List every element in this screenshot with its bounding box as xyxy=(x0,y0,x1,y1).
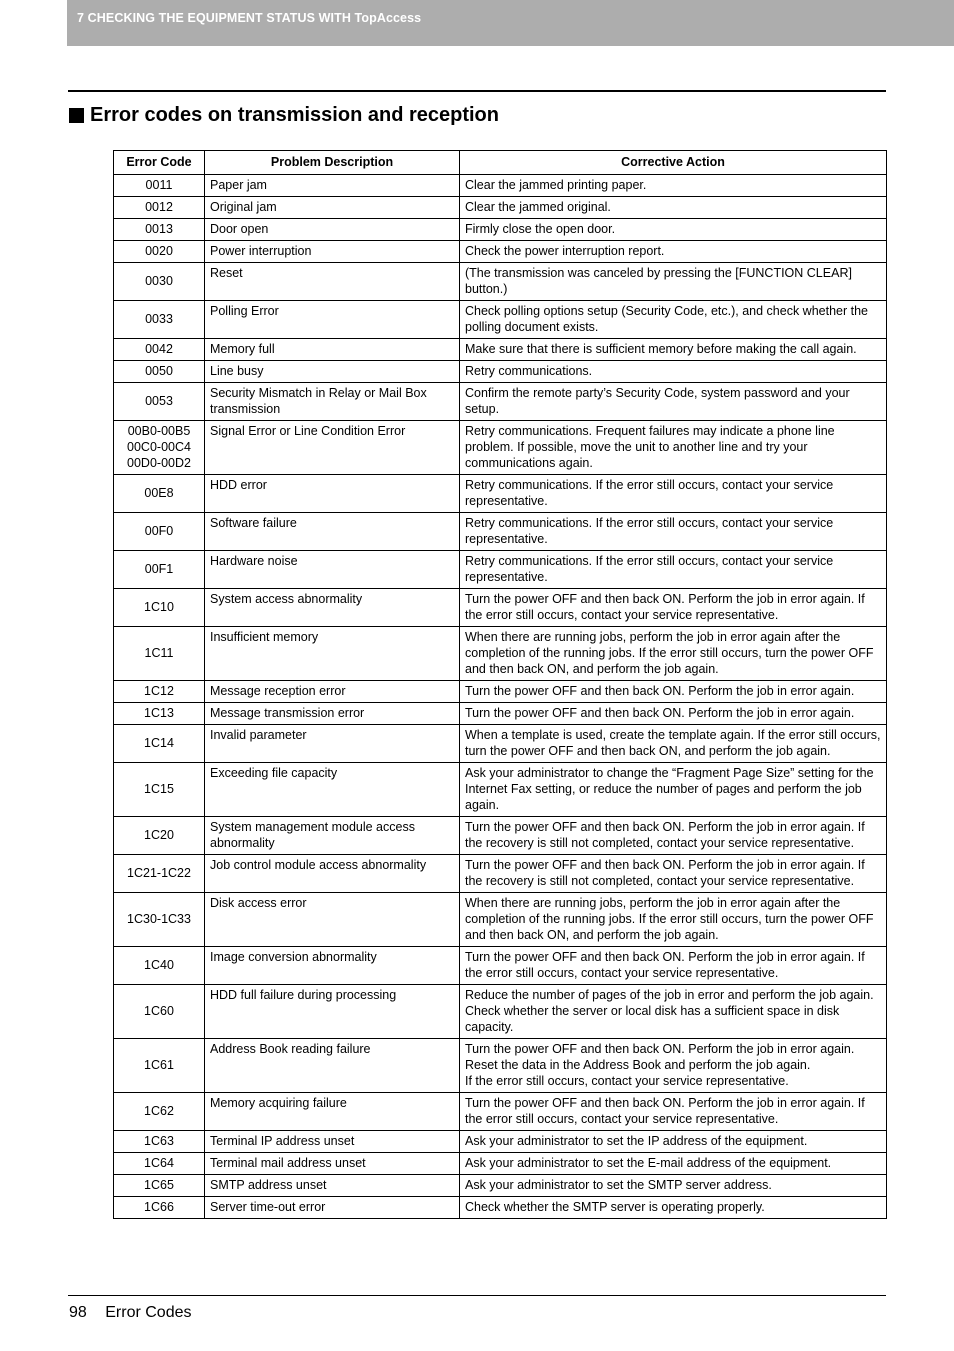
table-row xyxy=(114,175,887,197)
table-row xyxy=(114,197,887,219)
error-code-cell: 1C11 xyxy=(114,627,205,681)
error-code-cell: 1C10 xyxy=(114,589,205,627)
problem-description-cell: Security Mismatch in Relay or Mail Box transmission xyxy=(205,383,460,421)
table-row xyxy=(114,763,887,817)
error-code-cell: 1C63 xyxy=(114,1131,205,1153)
corrective-action-cell: Ask your administrator to set the SMTP server address. xyxy=(460,1175,887,1197)
title-rule xyxy=(68,90,886,92)
corrective-action-cell: Retry communications. If the error still occurs, contact your service representative. xyxy=(460,475,887,513)
table-row xyxy=(114,551,887,589)
error-code-cell: 1C12 xyxy=(114,681,205,703)
column-header-problem-description: Problem Description xyxy=(205,151,460,175)
table-row xyxy=(114,947,887,985)
footer-section-name: Error Codes xyxy=(105,1304,192,1321)
error-code-cell: 1C40 xyxy=(114,947,205,985)
problem-description-cell: Server time-out error xyxy=(205,1197,460,1219)
section-title-text: Error codes on transmission and reception xyxy=(90,104,499,126)
error-code-cell: 0053 xyxy=(114,383,205,421)
corrective-action-cell: Ask your administrator to change the “Fragment Page Size” setting for the Internet Fax setting, or reduce the number of pages and perform the job again. xyxy=(460,763,887,817)
corrective-action-cell: Check whether the SMTP server is operating properly. xyxy=(460,1197,887,1219)
problem-description-cell: Image conversion abnormality xyxy=(205,947,460,985)
table-row xyxy=(114,703,887,725)
error-code-cell: 0030 xyxy=(114,263,205,301)
table-row xyxy=(114,361,887,383)
error-code-cell: 1C62 xyxy=(114,1093,205,1131)
table-header-row xyxy=(114,151,887,175)
error-codes-table xyxy=(113,150,887,1219)
corrective-action-cell: Clear the jammed printing paper. xyxy=(460,175,887,197)
error-code-cell: 1C30-1C33 xyxy=(114,893,205,947)
error-code-cell: 1C66 xyxy=(114,1197,205,1219)
problem-description-cell: System management module access abnormality xyxy=(205,817,460,855)
table-row xyxy=(114,1093,887,1131)
corrective-action-cell: Turn the power OFF and then back ON. Perform the job in error again. xyxy=(460,681,887,703)
table-row xyxy=(114,1131,887,1153)
problem-description-cell: Exceeding file capacity xyxy=(205,763,460,817)
corrective-action-cell: Make sure that there is sufficient memory before making the call again. xyxy=(460,339,887,361)
table-row xyxy=(114,301,887,339)
chapter-header-bar xyxy=(67,0,954,46)
footer-rule xyxy=(68,1295,886,1296)
problem-description-cell: Terminal mail address unset xyxy=(205,1153,460,1175)
problem-description-cell: Hardware noise xyxy=(205,551,460,589)
problem-description-cell: Signal Error or Line Condition Error xyxy=(205,421,460,475)
page-footer xyxy=(69,1304,192,1322)
error-code-cell: 1C20 xyxy=(114,817,205,855)
table-row xyxy=(114,681,887,703)
problem-description-cell: Invalid parameter xyxy=(205,725,460,763)
table-row xyxy=(114,589,887,627)
corrective-action-cell: When there are running jobs, perform the job in error again after the completion of the running jobs. If the error still occurs, turn the power OFF and then back ON, and perform the job again. xyxy=(460,893,887,947)
corrective-action-cell: Turn the power OFF and then back ON. Perform the job in error again. If the error still occurs, contact your service representative. xyxy=(460,589,887,627)
corrective-action-cell: Retry communications. If the error still occurs, contact your service representative. xyxy=(460,513,887,551)
page-number: 98 xyxy=(69,1304,87,1321)
problem-description-cell: Insufficient memory xyxy=(205,627,460,681)
error-code-cell: 0012 xyxy=(114,197,205,219)
table-row xyxy=(114,627,887,681)
table-row xyxy=(114,219,887,241)
problem-description-cell: Memory acquiring failure xyxy=(205,1093,460,1131)
error-code-cell: 1C64 xyxy=(114,1153,205,1175)
problem-description-cell: Memory full xyxy=(205,339,460,361)
problem-description-cell: Address Book reading failure xyxy=(205,1039,460,1093)
section-title xyxy=(69,104,499,127)
table-row xyxy=(114,985,887,1039)
table-row xyxy=(114,893,887,947)
table-row xyxy=(114,383,887,421)
problem-description-cell: Message transmission error xyxy=(205,703,460,725)
table-body xyxy=(114,175,887,1219)
table-row xyxy=(114,855,887,893)
corrective-action-cell: Ask your administrator to set the E-mail address of the equipment. xyxy=(460,1153,887,1175)
corrective-action-cell: Turn the power OFF and then back ON. Perform the job in error again. If the error still occurs, contact your service representative. xyxy=(460,947,887,985)
error-code-cell: 1C60 xyxy=(114,985,205,1039)
column-header-corrective-action: Corrective Action xyxy=(460,151,887,175)
corrective-action-cell: Confirm the remote party’s Security Code, system password and your setup. xyxy=(460,383,887,421)
error-code-cell: 00E8 xyxy=(114,475,205,513)
table-row xyxy=(114,1153,887,1175)
table-row xyxy=(114,241,887,263)
table-row xyxy=(114,817,887,855)
problem-description-cell: SMTP address unset xyxy=(205,1175,460,1197)
error-code-cell: 0050 xyxy=(114,361,205,383)
table-row xyxy=(114,725,887,763)
error-code-cell: 00B0-00B5 00C0-00C4 00D0-00D2 xyxy=(114,421,205,475)
error-code-cell: 0013 xyxy=(114,219,205,241)
corrective-action-cell: Check polling options setup (Security Code, etc.), and check whether the polling document exists. xyxy=(460,301,887,339)
problem-description-cell: System access abnormality xyxy=(205,589,460,627)
corrective-action-cell: Retry communications. Frequent failures may indicate a phone line problem. If possible, move the unit to another line and try your communications again. xyxy=(460,421,887,475)
corrective-action-cell: Firmly close the open door. xyxy=(460,219,887,241)
error-code-cell: 1C61 xyxy=(114,1039,205,1093)
corrective-action-cell: When there are running jobs, perform the job in error again after the completion of the running jobs. If the error still occurs, turn the power OFF and then back ON, and perform the job again. xyxy=(460,627,887,681)
table-row xyxy=(114,339,887,361)
corrective-action-cell: When a template is used, create the template again. If the error still occurs, turn the power OFF and then back ON, and perform the job again. xyxy=(460,725,887,763)
error-code-cell: 00F0 xyxy=(114,513,205,551)
error-code-cell: 0011 xyxy=(114,175,205,197)
error-code-cell: 1C13 xyxy=(114,703,205,725)
error-code-cell: 1C65 xyxy=(114,1175,205,1197)
corrective-action-cell: Clear the jammed original. xyxy=(460,197,887,219)
problem-description-cell: Paper jam xyxy=(205,175,460,197)
table-row xyxy=(114,513,887,551)
corrective-action-cell: Reduce the number of pages of the job in error and perform the job again. Check whether the server or local disk has a sufficient space in disk capacity. xyxy=(460,985,887,1039)
problem-description-cell: Software failure xyxy=(205,513,460,551)
error-code-cell: 0020 xyxy=(114,241,205,263)
column-header-error-code: Error Code xyxy=(114,151,205,175)
corrective-action-cell: Turn the power OFF and then back ON. Perform the job in error again. If the recovery is still not completed, contact your service representative. xyxy=(460,817,887,855)
problem-description-cell: Job control module access abnormality xyxy=(205,855,460,893)
problem-description-cell: Original jam xyxy=(205,197,460,219)
table-row xyxy=(114,1197,887,1219)
black-square-icon xyxy=(69,108,84,123)
table-row xyxy=(114,1175,887,1197)
table-row xyxy=(114,1039,887,1093)
corrective-action-cell: Check the power interruption report. xyxy=(460,241,887,263)
error-code-cell: 1C21-1C22 xyxy=(114,855,205,893)
error-code-cell: 0033 xyxy=(114,301,205,339)
corrective-action-cell: Ask your administrator to set the IP address of the equipment. xyxy=(460,1131,887,1153)
error-code-cell: 1C14 xyxy=(114,725,205,763)
problem-description-cell: Terminal IP address unset xyxy=(205,1131,460,1153)
corrective-action-cell: Retry communications. xyxy=(460,361,887,383)
table-row xyxy=(114,475,887,513)
problem-description-cell: HDD error xyxy=(205,475,460,513)
corrective-action-cell: Turn the power OFF and then back ON. Perform the job in error again. If the error still occurs, contact your service representative. xyxy=(460,1093,887,1131)
error-code-cell: 0042 xyxy=(114,339,205,361)
corrective-action-cell: Turn the power OFF and then back ON. Perform the job in error again. xyxy=(460,703,887,725)
corrective-action-cell: (The transmission was canceled by pressing the [FUNCTION CLEAR] button.) xyxy=(460,263,887,301)
corrective-action-cell: Turn the power OFF and then back ON. Perform the job in error again. If the recovery is still not completed, contact your service representative. xyxy=(460,855,887,893)
problem-description-cell: HDD full failure during processing xyxy=(205,985,460,1039)
error-code-cell: 00F1 xyxy=(114,551,205,589)
corrective-action-cell: Retry communications. If the error still occurs, contact your service representative. xyxy=(460,551,887,589)
problem-description-cell: Message reception error xyxy=(205,681,460,703)
problem-description-cell: Power interruption xyxy=(205,241,460,263)
chapter-title: 7 CHECKING THE EQUIPMENT STATUS WITH TopAccess xyxy=(77,11,422,25)
error-code-cell: 1C15 xyxy=(114,763,205,817)
table-row xyxy=(114,263,887,301)
problem-description-cell: Reset xyxy=(205,263,460,301)
problem-description-cell: Door open xyxy=(205,219,460,241)
corrective-action-cell: Turn the power OFF and then back ON. Perform the job in error again. Reset the data in the Address Book and perform the job again. If the error still occurs, contact your service representative. xyxy=(460,1039,887,1093)
problem-description-cell: Polling Error xyxy=(205,301,460,339)
problem-description-cell: Disk access error xyxy=(205,893,460,947)
table-row xyxy=(114,421,887,475)
problem-description-cell: Line busy xyxy=(205,361,460,383)
